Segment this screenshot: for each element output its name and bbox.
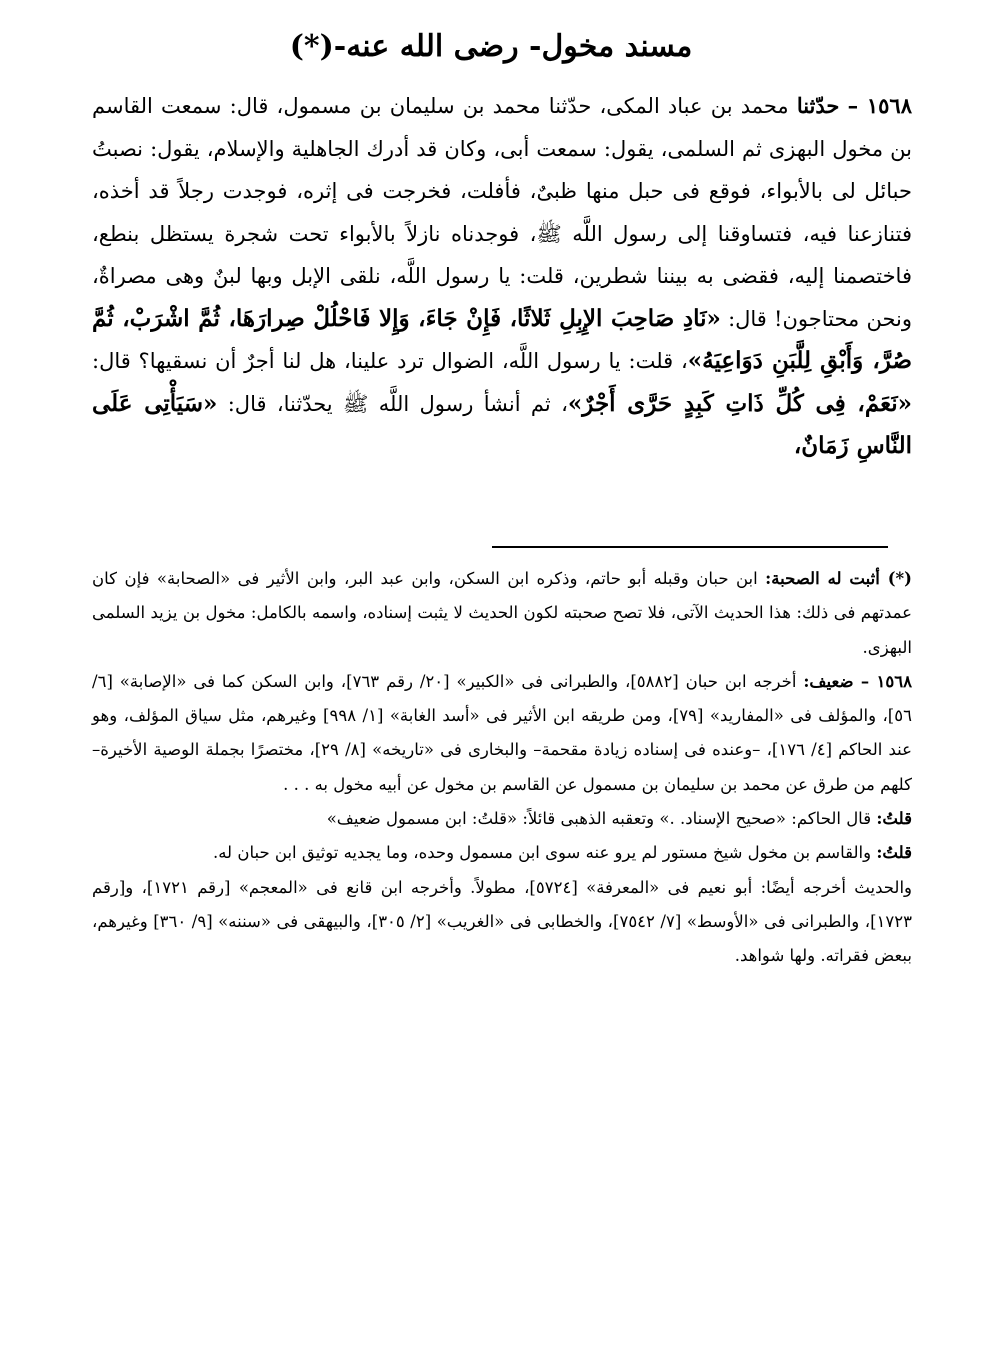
hadith-text-part-a: محمد بن عباد المكى، حدّثنا محمد بن سليمان بن مسمول، قال: سمعت القاسم بن مخول البهزى ثم السلمى، يقول: سمعت أبى، وكان قد أدرك الجاهلية والإسلام، يقول: نصبتُ حبائل لى بالأبواء، فوقع فى حبل منها ظبىٌ، فأفلت، فخرجت فى إثره، فوجدت رجلاً قد أخذه، فتنازعنا فيه، فتساوقنا إلى رسول اللَّه ﷺ، فوجدناه نازلاً بالأبواء تحت شجرة يستظل بنطع، فاختصمنا إليه، فقضى به بيننا شطرين، قلت: يا رسول اللَّه، نلقى الإبل وبها لبنٌ وهى مصراةٌ، ونحن محتاجون! قال: bbox=[92, 94, 913, 331]
footnote-qultu-2 bbox=[92, 836, 912, 870]
footnote-star-lead: (*) أثبت له الصحبة: bbox=[765, 569, 912, 588]
prophetic-quote-2: «نَعَمْ، فِى كُلِّ ذَاتِ كَبِدٍ حَرَّى أَجْرٌ» bbox=[567, 389, 912, 417]
footnote-additional: والحديث أخرجه أيضًا: أبو نعيم فى «المعرفة» [٥٧٢٤]، مطولاً. وأخرجه ابن قانع فى «المعجم» [رقم ١٧٢١]، و[رقم ١٧٢٣]، والطبرانى فى «الأوسط» [٧/ ٧٥٤٢]، والخطابى فى «الغريب» [٢/ ٣٠٥]، والبيهقى فى «سننه» [٩/ ٣٦٠] وغيرهم، ببعض فقراته. ولها شواهد. bbox=[92, 877, 912, 966]
footnote-qultu-1-lead: قلتُ: bbox=[876, 809, 912, 829]
hadith-number: ١٥٦٨ – bbox=[847, 93, 912, 118]
footnote-qultu-1 bbox=[92, 802, 912, 836]
footnotes bbox=[92, 562, 912, 974]
footnote-qultu-1-text: قال الحاكم: «صحيح الإسناد. .» وتعقبه الذهبى قائلاً: «قلتُ: ابن مسمول ضعيف» bbox=[326, 809, 877, 829]
footnote-star bbox=[92, 562, 912, 665]
footnote-star-text: ابن حبان وقبله أبو حاتم، وذكره ابن السكن، وابن عبد البر، وابن الأثير فى «الصحابة» فإن كان عمدتهم فى ذلك: هذا الحديث الآتى، فلا تصح صحبته لكون الحديث لا يثبت إسناده، واسمه بالكامل: مخول بن يزيد السلمى البهزى. bbox=[92, 569, 912, 657]
footnote-qultu-2-text: والقاسم بن مخول شيخ مستور لم يرو عنه سوى ابن مسمول وحده، وما يجديه توثيق ابن حبان له. bbox=[212, 843, 877, 863]
prophetic-quote-3: «سَيَأْتِى عَلَى النَّاسِ زَمَانٌ، bbox=[92, 389, 912, 459]
page-title: مسند مخول- رضى الله عنه-(*) bbox=[289, 29, 693, 64]
hadith-text-part-b: ، قلت: يا رسول اللَّه، الضوال ترد علينا، هل لنا أجرٌ أن نسقيها؟ قال: bbox=[92, 349, 688, 373]
hadith-text bbox=[92, 85, 912, 468]
isnad-lead: حدّثنا bbox=[796, 93, 840, 118]
footnote-qultu-2-lead: قلتُ: bbox=[876, 843, 912, 863]
prophetic-quote-1: «نَادِ صَاحِبَ الإِبِلِ ثَلاثًا، فَإِنْ جَاءَ، وَإِلا فَاحْلُلْ صِرارَهَا، ثُمَّ اشْرَبْ، ثُمَّ صُرَّ، وَأَبْقِ لِلَّبَنِ دَوَاعِيَهُ» bbox=[92, 304, 912, 374]
footnote-takhrij-text: أخرجه ابن حبان [٥٨٨٢]، والطبرانى فى «الكبير» [٢٠/ رقم ٧٦٣]، وابن السكن كما فى «الإصابة» [٦/ ٥٦]، والمؤلف فى «المفاريد» [٧٩]، ومن طريقه ابن الأثير فى «أسد الغابة» [١/ ٩٩٨] وغيرهم، مثل سياق المؤلف، وهو عند الحاكم [٤/ ١٧٦]، –وعنده فى إسناده زيادة مقحمة– والبخارى فى «تاريخه» [٨/ ٢٩]، مختصرًا بجملة الوصية الأخيرة– كلهم من طرق عن محمد بن سليمان بن مسمول عن القاسم بن مخول عن أبيه مخول به . . . bbox=[92, 671, 912, 794]
footnote-divider bbox=[492, 546, 888, 548]
footnote-takhrij bbox=[92, 665, 912, 802]
footnote-takhrij-lead: ١٥٦٨ – ضعيف: bbox=[803, 671, 912, 691]
hadith-text-part-c: ، ثم أنشأ رسول اللَّه ﷺ يحدّثنا، قال: bbox=[217, 391, 568, 416]
